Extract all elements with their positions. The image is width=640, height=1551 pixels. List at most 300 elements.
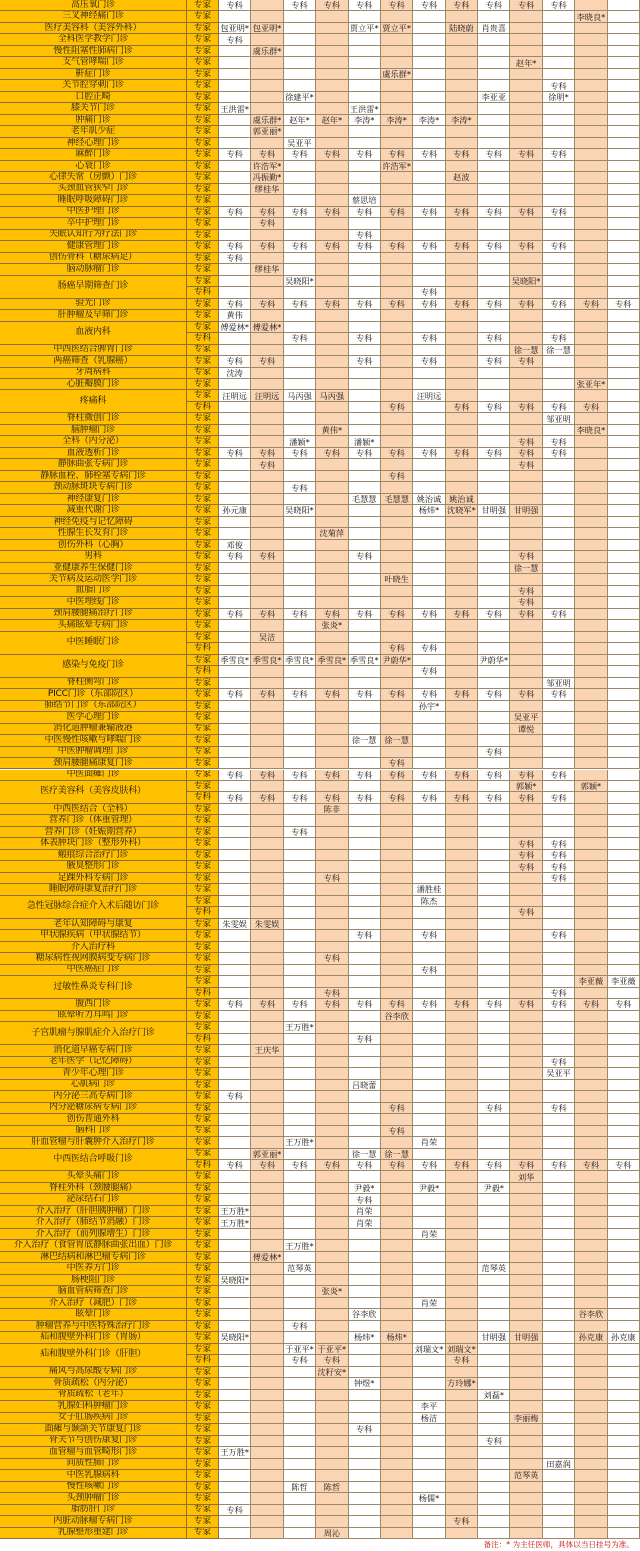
schedule-cell <box>478 1344 510 1355</box>
schedule-cell <box>608 1275 640 1286</box>
schedule-cell <box>413 1424 445 1435</box>
schedule-cell <box>478 1217 510 1228</box>
schedule-cell <box>510 103 542 114</box>
schedule-cell: 于亚平* <box>284 1344 316 1355</box>
schedule-cell <box>575 1447 607 1458</box>
schedule-cell <box>478 620 510 631</box>
schedule-cell <box>349 850 381 861</box>
clinic-type: 专家 <box>187 1321 219 1332</box>
schedule-cell <box>543 1355 575 1366</box>
department-name: 静脉血栓、肺栓塞专病门诊 <box>0 471 187 482</box>
department-name: 中医面瘫门诊 <box>0 770 187 781</box>
schedule-cell <box>478 1516 510 1527</box>
schedule-cell <box>510 471 542 482</box>
schedule-cell <box>251 69 283 80</box>
schedule-cell <box>575 494 607 505</box>
schedule-cell <box>381 1413 413 1424</box>
schedule-cell: 专科 <box>251 448 283 459</box>
department-name: 脑动脉瘤门诊 <box>0 264 187 275</box>
schedule-cell <box>543 1344 575 1355</box>
clinic-type: 专家 <box>187 505 219 516</box>
schedule-cell <box>316 1103 348 1114</box>
schedule-cell: 专科 <box>543 1103 575 1114</box>
schedule-cell <box>446 712 478 723</box>
schedule-cell: 孙克康 <box>608 1332 640 1343</box>
schedule-cell <box>251 1493 283 1504</box>
schedule-cell <box>381 907 413 918</box>
schedule-cell <box>349 310 381 321</box>
schedule-cell <box>543 230 575 241</box>
schedule-cell <box>575 46 607 57</box>
schedule-cell: 专科 <box>219 1505 251 1516</box>
schedule-cell <box>478 218 510 229</box>
schedule-cell <box>413 459 445 470</box>
schedule-cell <box>575 1390 607 1401</box>
schedule-cell: 专科 <box>284 1321 316 1332</box>
schedule-cell <box>349 701 381 712</box>
schedule-cell <box>284 184 316 195</box>
schedule-cell <box>478 597 510 608</box>
clinic-type: 专家 <box>187 609 219 620</box>
schedule-cell: 甘明强 <box>510 1332 542 1343</box>
schedule-cell <box>478 436 510 447</box>
schedule-cell <box>413 838 445 849</box>
schedule-cell: 专科 <box>478 770 510 781</box>
schedule-cell <box>413 1068 445 1079</box>
schedule-cell <box>478 666 510 677</box>
schedule-cell <box>316 1516 348 1527</box>
schedule-cell <box>543 1263 575 1274</box>
schedule-cell: 专科 <box>543 207 575 218</box>
schedule-cell: 杨炜* <box>413 505 445 516</box>
schedule-cell <box>316 1114 348 1125</box>
schedule-cell <box>575 1459 607 1470</box>
schedule-cell <box>543 425 575 436</box>
schedule-cell <box>446 413 478 424</box>
schedule-cell <box>316 1321 348 1332</box>
schedule-cell <box>413 574 445 585</box>
schedule-cell <box>510 701 542 712</box>
schedule-cell <box>446 333 478 344</box>
clinic-type: 专家 <box>187 1286 219 1297</box>
schedule-cell <box>446 161 478 172</box>
schedule-cell <box>219 1057 251 1068</box>
schedule-cell <box>608 11 640 22</box>
schedule-cell: 专科 <box>510 609 542 620</box>
schedule-cell <box>413 253 445 264</box>
schedule-cell <box>510 976 542 987</box>
schedule-cell: 徐一慧 <box>510 345 542 356</box>
schedule-cell <box>446 1091 478 1102</box>
schedule-cell <box>284 1057 316 1068</box>
schedule-cell <box>608 1126 640 1137</box>
schedule-cell <box>575 368 607 379</box>
schedule-cell: 孙宇* <box>413 701 445 712</box>
schedule-cell <box>413 436 445 447</box>
schedule-cell: 吴亚平 <box>510 712 542 723</box>
clinic-type: 专家 <box>187 310 219 321</box>
schedule-cell <box>608 965 640 976</box>
schedule-cell <box>510 1459 542 1470</box>
schedule-cell <box>349 34 381 45</box>
department-name: 骨关节与创伤康复门诊 <box>0 1436 187 1447</box>
schedule-cell <box>478 1034 510 1045</box>
schedule-cell <box>284 195 316 206</box>
schedule-cell <box>608 1114 640 1125</box>
clinic-type: 专家 <box>187 1252 219 1263</box>
schedule-cell <box>284 919 316 930</box>
schedule-cell <box>575 540 607 551</box>
schedule-cell <box>349 276 381 287</box>
schedule-cell <box>575 574 607 585</box>
clinic-type: 专家 <box>187 1447 219 1458</box>
department-name: 疼痛科 <box>0 390 187 413</box>
schedule-cell <box>219 632 251 643</box>
schedule-cell <box>219 1298 251 1309</box>
clinic-type: 专家 <box>187 57 219 68</box>
schedule-cell <box>219 701 251 712</box>
schedule-cell <box>446 827 478 838</box>
schedule-cell <box>478 172 510 183</box>
schedule-cell: 虞乐群* <box>251 115 283 126</box>
schedule-cell <box>446 1459 478 1470</box>
schedule-cell <box>446 103 478 114</box>
clinic-type: 专家 <box>187 1011 219 1022</box>
schedule-cell <box>608 1505 640 1516</box>
schedule-cell: 专科 <box>219 1160 251 1171</box>
clinic-type: 专家 <box>187 620 219 631</box>
schedule-cell <box>349 1286 381 1297</box>
schedule-cell: 专科 <box>413 356 445 367</box>
schedule-cell <box>413 322 445 333</box>
schedule-cell <box>510 747 542 758</box>
schedule-cell <box>316 322 348 333</box>
schedule-cell: 专科 <box>284 149 316 160</box>
schedule-cell <box>413 1470 445 1481</box>
schedule-cell <box>575 218 607 229</box>
schedule-cell <box>575 1367 607 1378</box>
schedule-cell <box>608 1309 640 1320</box>
schedule-cell: 专科 <box>251 1160 283 1171</box>
schedule-cell <box>575 276 607 287</box>
schedule-cell <box>543 804 575 815</box>
schedule-cell: 许浩军* <box>251 161 283 172</box>
department-name: 心肌病门诊 <box>0 1080 187 1091</box>
department-name: 脊柱外科（颈腰腿痛） <box>0 1183 187 1194</box>
department-name: 老年认知障碍与康复 <box>0 919 187 930</box>
schedule-cell <box>219 861 251 872</box>
clinic-type: 专家 <box>187 390 219 401</box>
schedule-cell <box>251 1355 283 1366</box>
schedule-cell: 专科 <box>543 241 575 252</box>
schedule-cell <box>478 574 510 585</box>
clinic-type: 专家 <box>187 735 219 746</box>
schedule-cell: 专科 <box>251 689 283 700</box>
clinic-type: 专家 <box>187 138 219 149</box>
clinic-type: 专家 <box>187 1240 219 1251</box>
schedule-cell <box>478 310 510 321</box>
schedule-cell <box>381 666 413 677</box>
schedule-cell <box>478 678 510 689</box>
schedule-cell <box>413 34 445 45</box>
schedule-cell <box>510 873 542 884</box>
schedule-cell <box>608 1390 640 1401</box>
schedule-cell: 专科 <box>510 149 542 160</box>
schedule-cell <box>608 517 640 528</box>
schedule-cell <box>446 11 478 22</box>
schedule-cell <box>316 172 348 183</box>
schedule-cell <box>510 1194 542 1205</box>
schedule-cell <box>349 781 381 792</box>
schedule-cell <box>413 953 445 964</box>
schedule-cell <box>349 574 381 585</box>
schedule-cell <box>251 528 283 539</box>
schedule-cell <box>543 390 575 401</box>
schedule-cell <box>543 540 575 551</box>
schedule-cell <box>284 930 316 941</box>
schedule-cell: 专科 <box>575 999 607 1010</box>
schedule-cell <box>349 965 381 976</box>
schedule-cell <box>381 356 413 367</box>
schedule-cell <box>478 1505 510 1516</box>
schedule-cell: 姚治诚 <box>413 494 445 505</box>
schedule-cell <box>219 1252 251 1263</box>
schedule-cell <box>446 517 478 528</box>
schedule-cell: 专科 <box>349 551 381 562</box>
schedule-cell: 专科 <box>381 792 413 803</box>
schedule-cell <box>251 1436 283 1447</box>
schedule-cell <box>251 953 283 964</box>
schedule-cell <box>381 1057 413 1068</box>
department-name: 中医睡眠门诊 <box>0 632 187 655</box>
schedule-cell <box>510 1424 542 1435</box>
schedule-cell: 专科 <box>219 356 251 367</box>
schedule-cell: 专科 <box>510 299 542 310</box>
schedule-cell <box>510 264 542 275</box>
schedule-cell <box>413 276 445 287</box>
clinic-type: 专家 <box>187 815 219 826</box>
schedule-cell <box>608 46 640 57</box>
schedule-cell <box>381 264 413 275</box>
schedule-cell: 徐建平* <box>284 92 316 103</box>
schedule-cell <box>251 965 283 976</box>
schedule-cell <box>219 402 251 413</box>
department-name: 介入治疗（食管胃底静脉曲张出血）门诊 <box>0 1240 187 1251</box>
schedule-cell: 专科 <box>284 1355 316 1366</box>
schedule-cell <box>608 333 640 344</box>
schedule-cell <box>543 1413 575 1424</box>
schedule-cell <box>575 1183 607 1194</box>
clinic-type: 专家 <box>187 770 219 781</box>
schedule-cell <box>510 390 542 401</box>
schedule-cell <box>478 1114 510 1125</box>
schedule-cell <box>575 666 607 677</box>
schedule-cell <box>575 1057 607 1068</box>
schedule-cell <box>608 1240 640 1251</box>
schedule-cell <box>510 815 542 826</box>
schedule-cell <box>575 1493 607 1504</box>
schedule-cell: 谷李欣 <box>381 1011 413 1022</box>
schedule-cell <box>251 1482 283 1493</box>
schedule-cell <box>575 1068 607 1079</box>
schedule-cell <box>608 69 640 80</box>
schedule-cell <box>349 322 381 333</box>
schedule-cell <box>219 528 251 539</box>
schedule-cell <box>316 195 348 206</box>
department-name: 甲状腺疾病（甲状腺结节） <box>0 930 187 941</box>
schedule-cell <box>608 1080 640 1091</box>
schedule-cell <box>575 1217 607 1228</box>
schedule-cell: 徐一慧 <box>349 1149 381 1160</box>
department-name: 体表肿块门诊（整形外科） <box>0 838 187 849</box>
schedule-cell <box>543 563 575 574</box>
schedule-cell <box>219 333 251 344</box>
schedule-cell <box>478 471 510 482</box>
clinic-type: 专家 <box>187 80 219 91</box>
schedule-cell: 杨炜* <box>349 1332 381 1343</box>
clinic-type: 专家 <box>187 861 219 872</box>
schedule-cell <box>608 1194 640 1205</box>
department-name: 慢性咳嗽门诊 <box>0 1482 187 1493</box>
schedule-cell <box>478 1171 510 1182</box>
schedule-cell <box>446 930 478 941</box>
schedule-cell <box>510 1229 542 1240</box>
schedule-cell <box>446 1286 478 1297</box>
schedule-cell: 专科 <box>316 999 348 1010</box>
schedule-cell <box>219 1482 251 1493</box>
schedule-cell <box>219 953 251 964</box>
schedule-cell: 专科 <box>251 207 283 218</box>
schedule-cell <box>413 1436 445 1447</box>
schedule-cell <box>608 758 640 769</box>
clinic-type: 专科 <box>187 333 219 344</box>
schedule-cell <box>284 1505 316 1516</box>
schedule-cell <box>478 115 510 126</box>
schedule-cell: 专科 <box>478 1436 510 1447</box>
schedule-cell <box>446 586 478 597</box>
schedule-cell <box>608 1252 640 1263</box>
schedule-cell <box>284 988 316 999</box>
clinic-type: 专家 <box>187 1068 219 1079</box>
schedule-cell <box>349 1068 381 1079</box>
schedule-cell <box>316 747 348 758</box>
clinic-type: 专家 <box>187 1505 219 1516</box>
schedule-cell: 专科 <box>608 299 640 310</box>
schedule-cell: 专科 <box>316 241 348 252</box>
schedule-cell <box>316 1022 348 1033</box>
schedule-cell <box>251 1378 283 1389</box>
schedule-cell <box>349 287 381 298</box>
schedule-cell <box>251 230 283 241</box>
schedule-cell <box>349 1401 381 1412</box>
schedule-cell: 专科 <box>608 999 640 1010</box>
schedule-cell <box>316 287 348 298</box>
schedule-cell: 专科 <box>349 241 381 252</box>
schedule-cell <box>608 287 640 298</box>
schedule-cell <box>349 505 381 516</box>
schedule-cell: 马丙强 <box>316 390 348 401</box>
department-name: 医疗美容科（美容皮肤科） <box>0 781 187 804</box>
schedule-cell <box>446 1194 478 1205</box>
schedule-cell <box>543 528 575 539</box>
schedule-cell: 郭颖* <box>575 781 607 792</box>
clinic-type: 专家 <box>187 103 219 114</box>
schedule-cell <box>510 735 542 746</box>
schedule-cell <box>349 1298 381 1309</box>
schedule-cell: 王万胜* <box>284 1022 316 1033</box>
schedule-cell <box>446 1298 478 1309</box>
schedule-cell <box>349 884 381 895</box>
schedule-cell <box>413 1528 445 1539</box>
schedule-cell: 专科 <box>543 792 575 803</box>
schedule-cell <box>608 1183 640 1194</box>
schedule-cell <box>608 253 640 264</box>
clinic-type: 专家 <box>187 930 219 941</box>
schedule-cell <box>381 253 413 264</box>
schedule-cell <box>219 1528 251 1539</box>
schedule-cell: 专科 <box>510 207 542 218</box>
schedule-cell <box>381 1022 413 1033</box>
schedule-cell <box>349 80 381 91</box>
schedule-cell <box>251 1114 283 1125</box>
schedule-cell: 专科 <box>413 299 445 310</box>
schedule-cell <box>349 1275 381 1286</box>
schedule-cell <box>349 724 381 735</box>
schedule-cell <box>478 1355 510 1366</box>
schedule-cell <box>349 1240 381 1251</box>
department-name: 瘢痕综合治疗门诊 <box>0 850 187 861</box>
schedule-cell <box>251 930 283 941</box>
schedule-cell: 吴洁 <box>251 632 283 643</box>
schedule-cell <box>349 1436 381 1447</box>
schedule-cell <box>478 482 510 493</box>
schedule-cell: 毛慧慧 <box>349 494 381 505</box>
schedule-cell <box>446 563 478 574</box>
department-name: 急性冠脉综合症介入术后随访门诊 <box>0 896 187 919</box>
schedule-cell <box>575 333 607 344</box>
schedule-cell <box>284 253 316 264</box>
schedule-cell <box>381 379 413 390</box>
schedule-cell <box>219 907 251 918</box>
schedule-cell <box>316 758 348 769</box>
schedule-cell: 专科 <box>349 356 381 367</box>
schedule-cell: 专科 <box>219 241 251 252</box>
schedule-cell: 潘颖* <box>284 436 316 447</box>
schedule-cell <box>316 781 348 792</box>
department-name: 介入治疗科 <box>0 942 187 953</box>
schedule-cell <box>284 850 316 861</box>
schedule-cell <box>608 161 640 172</box>
schedule-cell <box>251 517 283 528</box>
schedule-cell <box>316 92 348 103</box>
schedule-cell <box>381 287 413 298</box>
schedule-cell: 专科 <box>251 792 283 803</box>
schedule-cell <box>251 1367 283 1378</box>
schedule-cell <box>349 459 381 470</box>
schedule-cell <box>543 1528 575 1539</box>
schedule-cell <box>478 643 510 654</box>
schedule-cell <box>381 425 413 436</box>
schedule-cell <box>575 735 607 746</box>
schedule-cell <box>251 1011 283 1022</box>
schedule-cell <box>316 1298 348 1309</box>
schedule-cell <box>251 873 283 884</box>
schedule-cell <box>575 356 607 367</box>
schedule-cell <box>575 712 607 723</box>
schedule-cell <box>349 1321 381 1332</box>
department-name: 支气管哮喘门诊 <box>0 57 187 68</box>
schedule-cell <box>543 161 575 172</box>
